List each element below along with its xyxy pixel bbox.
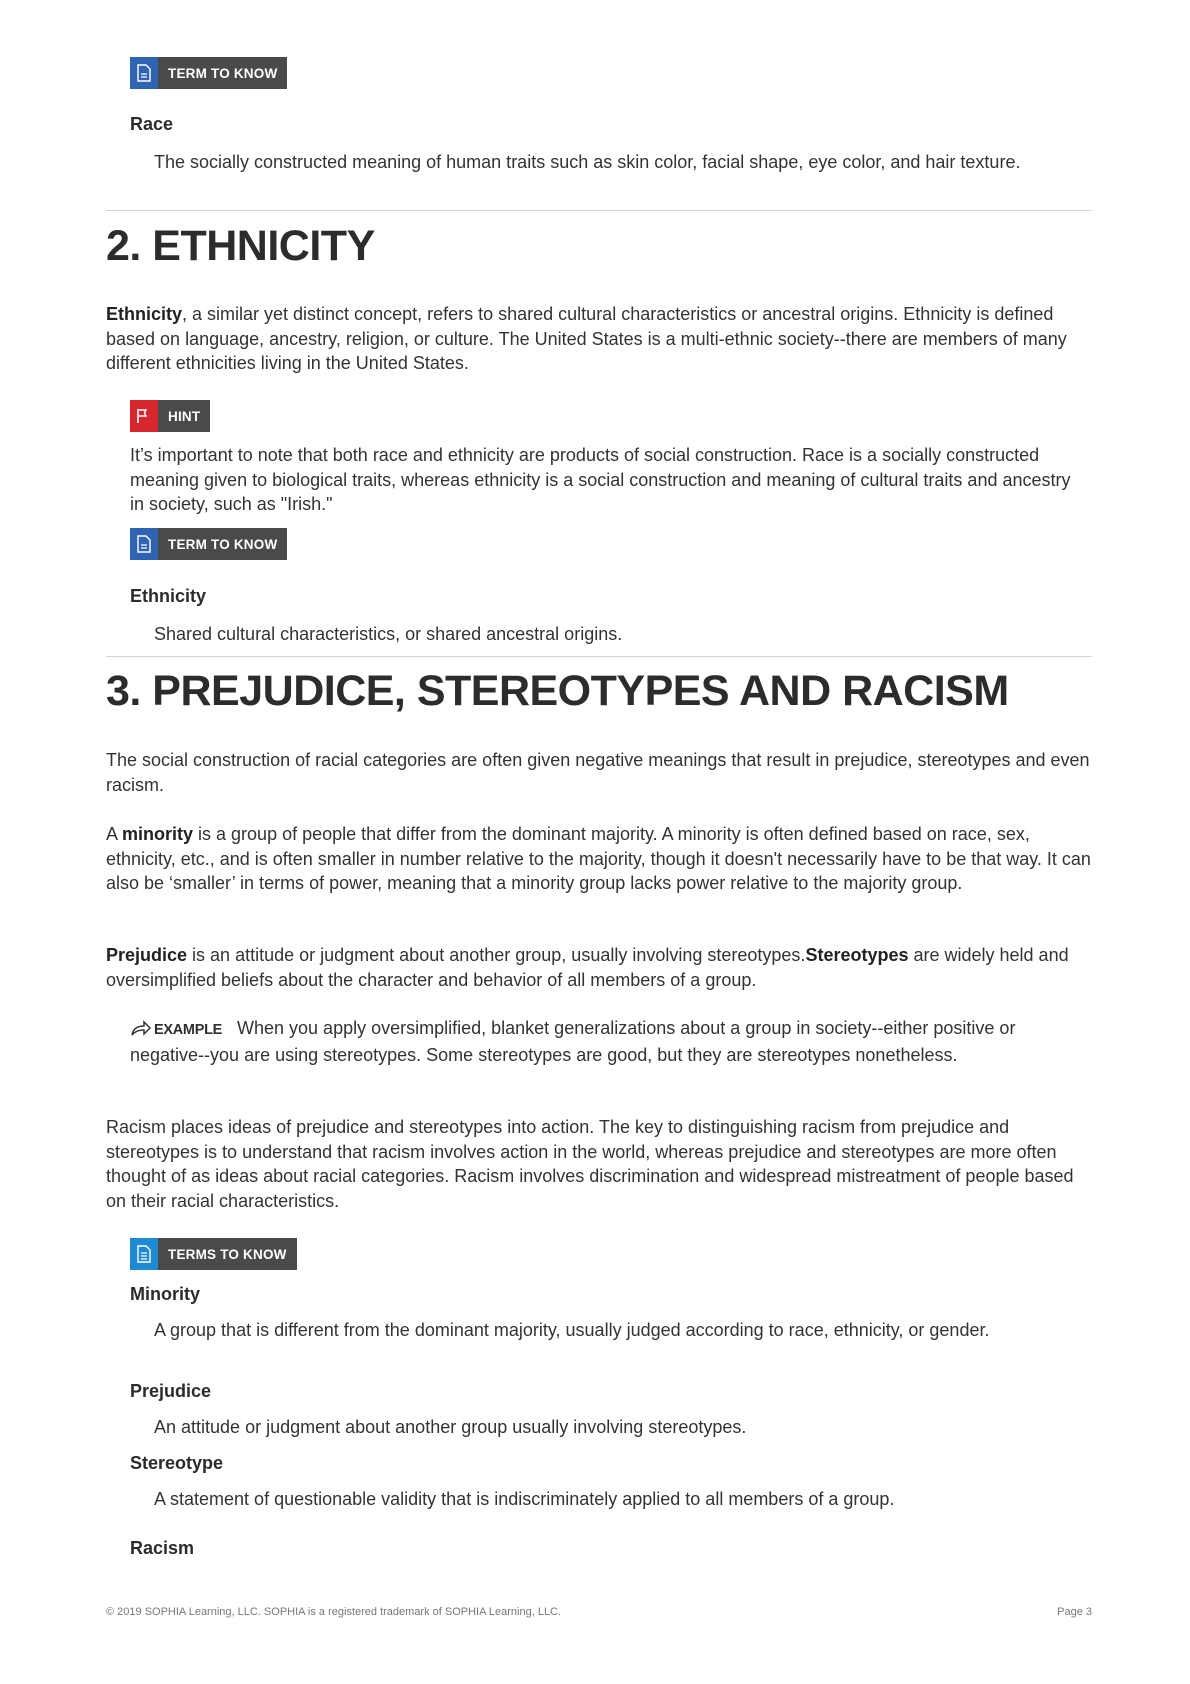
term-title-minority: Minority bbox=[130, 1284, 200, 1304]
term-title: Ethnicity bbox=[130, 586, 207, 606]
term-to-know-badge bbox=[130, 528, 287, 560]
paragraph-minority: A minority is a group of people that differ from the dominant majority. A minority is often defined based on race, sex, ethnicity, etc., and is often smaller in number relative to the majority, though it doesn't necessarily have to be that way. It can also be ‘smaller’ in terms of power, meaning that a minority group lacks power relative to the majority group. bbox=[106, 824, 1091, 893]
term-race-definition-block bbox=[154, 150, 1074, 174]
badge-label: TERM TO KNOW bbox=[158, 57, 287, 89]
document-icon bbox=[130, 528, 158, 560]
term-definition: Shared cultural characteristics, or shared ancestral origins. bbox=[154, 624, 623, 644]
bold-term: minority bbox=[122, 824, 194, 844]
badge-label: TERMS TO KNOW bbox=[158, 1238, 297, 1270]
section-heading: 2. ETHNICITY bbox=[106, 222, 375, 270]
hint-badge bbox=[130, 400, 210, 432]
term-title-stereotype: Stereotype bbox=[130, 1453, 224, 1473]
term-title: Race bbox=[130, 114, 174, 134]
paragraph-prejudice: Prejudice is an attitude or judgment about another group, usually involving stereotypes.Stereotypes are widely held and oversimplified beliefs about the character and behavior of all members of a group. bbox=[106, 945, 1069, 990]
term-definition-prejudice: An attitude or judgment about another group usually involving stereotypes. bbox=[154, 1417, 747, 1437]
example-block bbox=[130, 1016, 1080, 1067]
terms-to-know-badge bbox=[130, 1238, 297, 1270]
footer-page-number: Page 3 bbox=[1057, 1606, 1092, 1618]
term-ethnicity-definition-block bbox=[154, 622, 1074, 646]
section-heading-prejudice bbox=[106, 667, 1009, 716]
paragraph-racism: Racism places ideas of prejudice and stereotypes into action. The key to distinguishing racism from prejudice and stereotypes is to understand that racism involves action in the world, whereas prejudice and stereotypes are more often thought of as ideas about racial categories. Racism involves discrimination and widespread mistreatment of people based on their racial characteristics. bbox=[106, 1117, 1074, 1211]
term-definition-stereotype: A statement of questionable validity that is indiscriminately applied to all members of a group. bbox=[154, 1489, 895, 1509]
hint-text-block bbox=[130, 443, 1080, 517]
example-text: When you apply oversimplified, blanket generalizations about a group in society--either positive or negative--you are using stereotypes. Some stereotypes are good, but they are stereotypes nonetheless. bbox=[130, 1018, 1016, 1065]
flag-icon bbox=[130, 400, 158, 432]
term-definition-minority: A group that is different from the dominant majority, usually judged according to race, ethnicity, or gender. bbox=[154, 1320, 990, 1340]
term-race bbox=[130, 114, 173, 135]
section-divider bbox=[106, 656, 1092, 657]
badge-label: HINT bbox=[158, 400, 210, 432]
bold-term: Ethnicity bbox=[106, 304, 183, 324]
share-arrow-icon bbox=[130, 1018, 152, 1043]
document-icon bbox=[130, 57, 158, 89]
term-ethnicity bbox=[130, 586, 206, 607]
section-heading: 3. PREJUDICE, STEREOTYPES AND RACISM bbox=[106, 667, 1009, 715]
term-to-know-badge bbox=[130, 57, 287, 89]
section-heading-ethnicity bbox=[106, 222, 375, 271]
badge-label: TERM TO KNOW bbox=[158, 528, 287, 560]
footer-copyright: © 2019 SOPHIA Learning, LLC. SOPHIA is a registered trademark of SOPHIA Learning, LLC. bbox=[106, 1606, 562, 1618]
document-list-icon bbox=[130, 1238, 158, 1270]
term-title-prejudice: Prejudice bbox=[130, 1381, 212, 1401]
ethnicity-paragraph: Ethnicity, a similar yet distinct concept, refers to shared cultural characteristics or ancestral origins. Ethnicity is defined based on language, ancestry, religion, or culture. The United States is a multi-ethnic society--there are members of many different ethnicities living in the United States. bbox=[106, 304, 1067, 373]
section-divider bbox=[106, 210, 1092, 211]
hint-text: It’s important to note that both race and ethnicity are products of social construction. Race is a socially constructed meaning given to biological traits, whereas ethnicity is a social construction and meaning of cultural traits and ancestry in society, such as "Irish." bbox=[130, 445, 1071, 514]
example-label: EXAMPLE bbox=[154, 1022, 222, 1038]
term-definition: The socially constructed meaning of human traits such as skin color, facial shape, eye color, and hair texture. bbox=[154, 152, 1021, 172]
paragraph-social-construction: The social construction of racial categories are often given negative meanings that result in prejudice, stereotypes and even racism. bbox=[106, 750, 1090, 795]
bold-term: Prejudice bbox=[106, 945, 188, 965]
term-title-racism: Racism bbox=[130, 1538, 195, 1558]
bold-term: Stereotypes bbox=[805, 945, 909, 965]
